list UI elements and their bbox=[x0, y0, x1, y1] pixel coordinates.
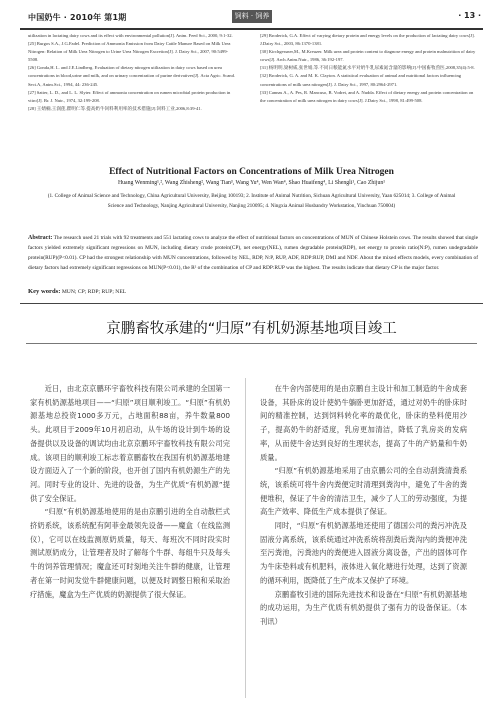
author-list: Huang Wenming¹,², Wang Zhisheng², Wang Tian³, Wang Yu⁴, Wen Wan⁴, Shao Huaifeng⁴, Li Shengli¹, Cao Zhijun¹ bbox=[117, 180, 386, 186]
news-paragraph: 京鹏畜牧引进的国际先进技术和设备在“归原”有机奶源基地的成功运用，为生产优质有机奶提供了强有力的设备保证。（本刊讯） bbox=[260, 589, 467, 626]
page-number: · 13 · bbox=[458, 11, 481, 20]
column-divider bbox=[245, 378, 246, 698]
journal-name: 中国奶牛 · 2010年 第1期 bbox=[28, 13, 127, 22]
affiliations: (1. College of Animal Science and Technology, China Agricultural University, Beijing 100193; 2. Institute of Animal Nutrition, Sichuan Agricultural University, Yaan 625014; 3. College of Animal Science and Technology, Nanjing Agricultural University, Nanjing 210095; 4. Ningxia Animal Husbandry Workstation, Yinchuan 750004) bbox=[47, 193, 456, 209]
keywords-label: Key words: bbox=[28, 288, 61, 295]
reference-item: [29] Broderick, G.A. Effect of varying dietary protein and energy levels on the production of lactating dairy cows[J]. J.Dairy Sci., 2003, 86:1370-1381. bbox=[260, 33, 475, 47]
news-paragraph: “归原”有机奶源基地使用的是由京鹏引进的全自动散栏式挤奶系统，该系统配有阿菲金最领先设备——魔盒（在线监测仪），它可以在线监测原奶质量，每天、每班次不同时段实时测试原奶成分，让管理者及时了解每个牛群、每组牛只及每头牛的饲养管理情况；魔盒还可时刻地关注牛群的健康，让管理者在第一时间发觉牛群健康问题，以便及时调整日粮和采取治疗措施，魔盒为生产优质的奶源提供了很大保证。 bbox=[30, 507, 230, 599]
references-right-column bbox=[260, 32, 478, 105]
news-paragraph: 近日，由北京京鹏环宇畜牧科技有限公司承建的全国第一家有机奶源基地项目——“归原”项目顺利竣工。“归原”有机奶源基地总投资1000多万元，占地面积88亩，养牛数量800头。此项目于2009年10月初启动，从牛场的设计到牛场的设备提供以及设备的调试均由北京京鹏环宇畜牧科技有限公司完成。该项目的顺利竣工标志着京鹏畜牧在我国有机奶源基地建设方面迈入了一个新的阶段，也开创了国内有机奶源生产的先河。同时专业的设计、先进的设备，为生产优质“有机奶源”提供了安全保证。 bbox=[30, 384, 230, 503]
news-headline: 京鹏畜牧承建的“归原”有机奶源基地项目竣工 bbox=[106, 321, 397, 337]
abstract-text: The research used 21 trials with 92 treatments and 551 lactating cows to analyze the effect of nutritional factors on concentrations of MUN of Chinese Holstein cows. The results showed that single factors yielded extremely significant regressions on MUN, including dietary crude protein(CP), net energy(NEL), rumen degradable protein(RDP), net energy to protein ratio(N:P), rumen undegradable protein(RUP)(P<0.01). CP had the strongest relationship with MUN concentrations, followed by NEL, RDP, N:P, RUP, ADF, RDP:RUP, DMI and NDF. About the mixed effects models, every combination of dietary factors had extremely significant regressions on MUN(P<0.01), the R² of the combination of CP and RDP:RUP was the highest. The results indicate that dietary CP is the major factor. bbox=[28, 235, 478, 272]
keywords-text: MUN; CP; RDP; RUP; NEL bbox=[61, 289, 127, 295]
news-paragraph: “归原”有机奶源基地采用了由京鹏公司的全自动刮粪清粪系统，该系统可将牛舍内粪便定时清理到粪沟中，避免了牛舍的粪便堆积，保证了牛舍的清洁卫生，减少了人工的劳动强度，为提高生产效率、降低生产成本提供了保证。 bbox=[260, 466, 467, 517]
reference-item: [33] Cannas A., A. Pes, R. Mancuso, B. Vodret, and A. Nudda. Effect of dietary energy and protein concentration on the concentration of milk urea nitrogen in dairy cows[J]. J.Dairy Sci., 1998, 81:499-508. bbox=[260, 89, 474, 103]
news-paragraph: 在牛舍内部使用的是由京鹏自主设计和加工制造的牛舍成套设备，其卧床的设计使奶牛躺卧更加舒适，通过对奶牛的卧床时间的精准控制，达到饲料转化率的最优化，卧床的垫料使用沙子，提高奶牛的舒适度，乳房更加清洁，降低了乳房炎的发病率，从而使牛舍达到良好的生理状态，提高了牛的产奶量和牛奶质量。 bbox=[260, 384, 467, 462]
english-title: Effect of Nutritional Factors on Concentrations of Milk Urea Nitrogen bbox=[109, 167, 394, 177]
reference-item: [30] Kirchgessner,M., M.Kreuzer. Milk urea and protein content to diagnose energy and protein malnutrition of dairy cows[J]. Arch.Anim.Nutr., 1986, 36:192-197. bbox=[260, 49, 476, 63]
news-paragraph: 同时，“归原”有机奶源基地还使用了德国公司的粪污冲洗及固液分离系统，该系统通过冲洗系统将刮粪后粪沟内的粪便冲洗至污粪池，污粪池内的粪便进入固液分离设备，产出的固体可作为牛床垫料或有机肥料，液体进入氧化塘进行处理，达到了资源的循环利用，既降低了生产成本又保护了环境。 bbox=[260, 521, 467, 585]
reference-item: [31] 杨明明,梁树威,张世娟,等.不同日粮能氮水平对奶牛乳尿素氮含量的影响[J].中国畜牧兽医,2008,35(4):5-8. bbox=[260, 65, 475, 71]
headline-rule bbox=[26, 343, 477, 344]
reference-item: [25] Burgos S.A., J.G.Fadel. Prediction of Ammonia Emission from Dairy Cattle Manure Based on Milk Urea Nitrogen: Relation of Milk Urea Nitrogen to Urine Urea Nitrogen Excretion[J]. J. Dairy Sci., 2007, 90:5499-5508. bbox=[28, 41, 231, 63]
abstract-block bbox=[28, 233, 478, 273]
reference-item: utilization in lactating dairy cows and its effect with environmental pollution[J]. Anim. Feed Sci., 2000, 9:1-32. bbox=[28, 33, 233, 38]
header-rule bbox=[20, 28, 483, 30]
keywords-line bbox=[28, 288, 126, 295]
section-divider bbox=[20, 303, 483, 304]
news-right-column bbox=[260, 382, 467, 629]
reference-item: [26] Gonda,H. L. and J.E.Lindberg. Evaluation of dietary nitrogen utilization in dairy cows based on urea concentrations in blood,urine and milk, and on urinary concentration of purine derivatives[J]. Acta Agric. Scand. Sect.A, Anim.Sci., 1994, 44: 236-245. bbox=[28, 65, 236, 87]
reference-item: [28] 王婧楠,王润莲,瞿明仁等.提高奶牛饲料利用率的技术措施[J].饲料工业,2006,8:39-41. bbox=[28, 105, 202, 111]
reference-item: [32] Broderick, G. A. and M. K. Clayton. A statistical evaluation of animal and nutritional factors influencing concentrations of milk urea nitrogen[J]. J. Dairy Sci., 1997, 80:2964-2971. bbox=[260, 73, 462, 87]
references-left-column bbox=[28, 32, 238, 113]
abstract-label: Abstract: bbox=[28, 235, 53, 241]
running-header bbox=[0, 2, 503, 30]
news-left-column bbox=[30, 382, 230, 601]
reference-item: [27] Satter, L. D., and L. L. Slyter. Effect of ammonia concentration on rumen microbial protein production in vitro[J]. Br. J. Nutr., 1974, 32:199-208. bbox=[28, 89, 231, 103]
section-label: 饲料 · 饲养 bbox=[232, 10, 272, 23]
